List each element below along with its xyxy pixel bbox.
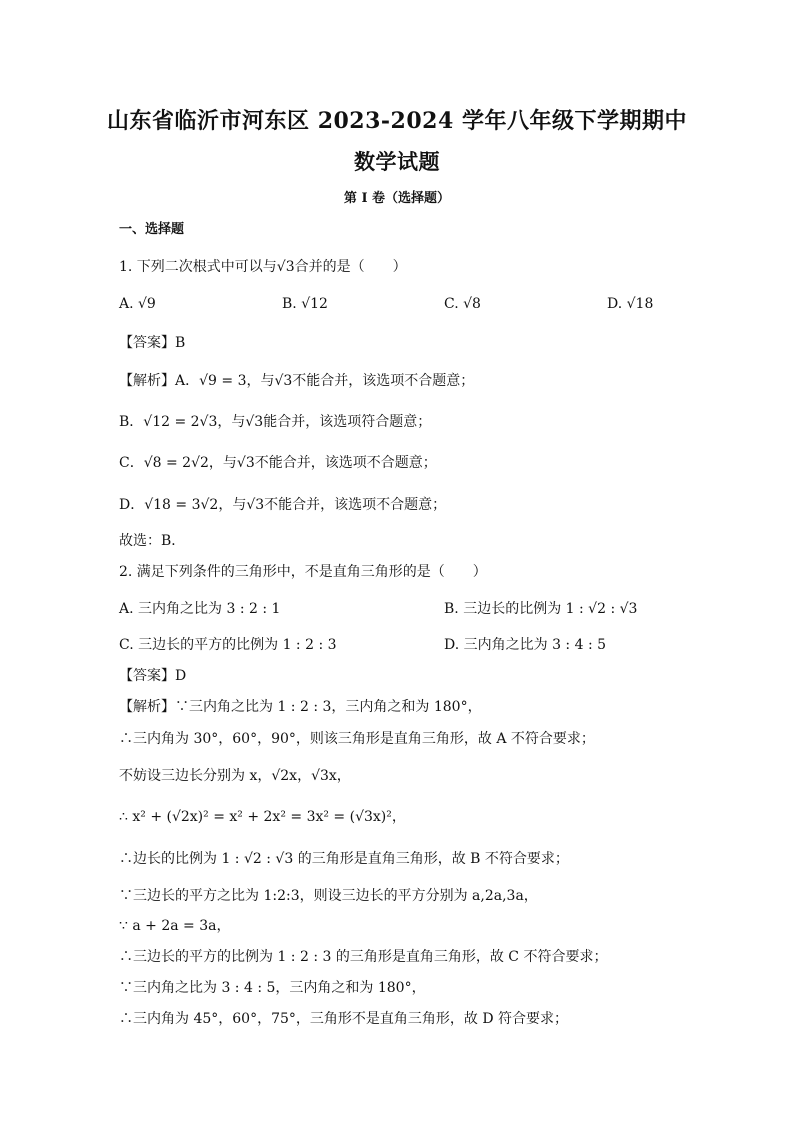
question-2-analysis-line: ∴三边长的平方的比例为 1 : 2 : 3 的三角形是直角三角形，故 C 不符合要求； <box>119 949 608 965</box>
question-2-analysis-line: 不妨设三边长分别为 x，√2x，√3x， <box>119 768 351 784</box>
question-1-option-b: B. √12 <box>282 296 328 312</box>
question-1-analysis-line: D．√18 = 3√2，与√3不能合并，该选项不合题意； <box>119 497 447 513</box>
question-2-analysis-line: ∴三内角为 30°，60°，90°，则该三角形是直角三角形，故 A 不符合要求； <box>119 731 595 747</box>
question-2-analysis-line: ∴ x² + (√2x)² = x² + 2x² = 3x² = (√3x)²， <box>119 809 406 825</box>
question-2-option-c: C. 三边长的平方的比例为 1 : 2 : 3 <box>119 637 337 653</box>
question-2-option-a: A. 三内角之比为 3 : 2 : 1 <box>119 601 281 617</box>
question-2-analysis-line: ∵三边长的平方之比为 1:2:3，则设三边长的平方分别为 a,2a,3a， <box>119 888 538 904</box>
section-heading: 一、选择题 <box>119 222 185 237</box>
question-2-analysis-line: 【解析】∵三内角之比为 1 : 2 : 3，三内角之和为 180°， <box>119 699 482 715</box>
question-1-option-a: A. √9 <box>119 296 156 312</box>
question-2-option-b: B. 三边长的比例为 1 : √2 : √3 <box>444 601 638 617</box>
question-2-analysis-line: ∴边长的比例为 1 : √2 : √3 的三角形是直角三角形，故 B 不符合要求； <box>119 851 569 867</box>
question-1-analysis-line: B．√12 = 2√3，与√3能合并，该选项符合题意； <box>119 414 432 430</box>
question-2-stem: 2. 满足下列条件的三角形中，不是直角三角形的是（ ） <box>119 564 487 580</box>
question-1-option-c: C. √8 <box>444 296 481 312</box>
question-2-analysis-line: ∵ a + 2a = 3a， <box>119 918 231 934</box>
volume-label: 第 I 卷（选择题） <box>343 191 451 206</box>
question-2-option-d: D. 三内角之比为 3 : 4 : 5 <box>444 637 607 653</box>
question-1-option-d: D. √18 <box>607 296 654 312</box>
document-title: 山东省临沂市河东区 2023-2024 学年八年级下学期期中 <box>107 108 687 134</box>
question-2-analysis-line: ∴三内角为 45°，60°，75°，三角形不是直角三角形，故 D 符合要求； <box>119 1011 569 1027</box>
document-subject: 数学试题 <box>354 149 440 174</box>
question-1-answer: 【答案】B <box>119 335 186 351</box>
question-2-analysis-line: ∵三内角之比为 3 : 4 : 5，三内角之和为 180°， <box>119 980 426 996</box>
question-1-conclusion: 故选：B． <box>119 533 186 549</box>
question-2-answer: 【答案】D <box>119 668 187 684</box>
question-1-analysis-line: 【解析】A．√9 = 3，与√3不能合并，该选项不合题意； <box>119 373 475 389</box>
question-1-analysis-line: C．√8 = 2√2，与√3不能合并，该选项不合题意； <box>119 455 437 471</box>
question-1-stem: 1. 下列二次根式中可以与√3合并的是（ ） <box>119 259 407 275</box>
